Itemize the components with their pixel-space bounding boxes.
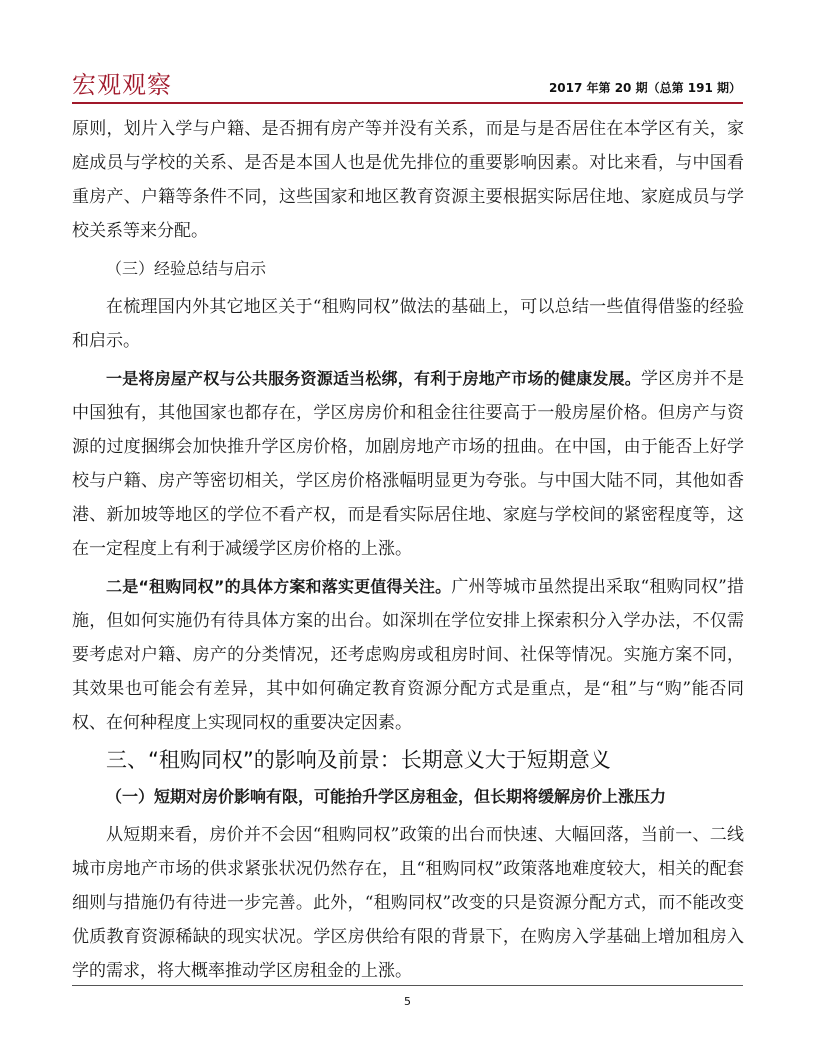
paragraph-short-term: 从短期来看，房价并不会因“租购同权”政策的出台而快速、大幅回落，当前一、二线城市房地产市场的供求紧张状况仍然存在，且“租购同权”政策落地难度较大，相关的配套细则与措施仍有待进一步完善。此外，“租购同权”改变的只是资源分配方式，而不能改变优质教育资源稀缺的现实状况。学区房供给有限的背景下，在购房入学基础上增加租房入学的需求，将大概率推动学区房租金的上涨。	[72, 825, 744, 981]
paragraph-summary: 在梳理国内外其它地区关于“租购同权”做法的基础上，可以总结一些值得借鉴的经验和启示。	[72, 297, 744, 351]
paragraph-intro: 原则，划片入学与户籍、是否拥有房产等并没有关系，而是与是否居住在本学区有关，家庭成员与学校的关系、是否是本国人也是优先排位的重要影响因素。对比来看，与中国看重房产、户籍等条件不同，这些国家和地区教育资源主要根据实际居住地、家庭成员与学校关系等来分配。	[72, 119, 744, 241]
point-one-body: 学区房并不是中国独有，其他国家也都存在，学区房房价和租金往往要高于一般房屋价格。但房产与资源的过度捆绑会加快推升学区房价格，加剧房地产市场的扭曲。在中国，由于能否上好学校与户籍、房产等密切相关，学区房价格涨幅明显更为夸张。与中国大陆不同，其他如香港、新加坡等地区的学位不看产权，而是看实际居住地、家庭与学校间的紧密程度等，这在一定程度上有利于减缓学区房价格的上涨。	[72, 369, 744, 559]
paragraph-point-two	[72, 570, 744, 740]
section-heading-impact: 三、“租购同权”的影响及前景：长期意义大于短期意义	[106, 748, 611, 772]
subheading-lessons: （三）经验总结与启示	[106, 259, 267, 278]
publication-title: 宏观观察	[72, 71, 172, 99]
point-two-body: 广州等城市虽然提出采取“租购同权”措施，但如何实施仍有待具体方案的出台。如深圳在学位安排上探索积分入学办法，不仅需要考虑对户籍、房产的分类情况，还考虑购房或租房时间、社保等情况。实施方案不同，其效果也可能会有差异，其中如何确定教育资源分配方式是重点，是“租”与“购”能否同权、在何种程度上实现同权的重要决定因素。	[72, 577, 744, 733]
footer-divider	[72, 985, 743, 986]
page-header	[72, 70, 743, 104]
point-one-lead: 一是将房屋产权与公共服务资源适当松绑，有利于房地产市场的健康发展。	[106, 369, 641, 388]
header-divider	[72, 102, 743, 104]
point-two-lead: 二是“租购同权”的具体方案和落实更值得关注。	[106, 577, 452, 596]
document-body	[72, 112, 744, 988]
issue-label: 2017 年第 20 期（总第 191 期）	[548, 81, 741, 95]
subheading-short-term: （一）短期对房价影响有限，可能抬升学区房租金，但长期将缓解房价上涨压力	[106, 787, 667, 806]
paragraph-point-one	[72, 362, 744, 566]
page-number: 5	[404, 995, 411, 1008]
